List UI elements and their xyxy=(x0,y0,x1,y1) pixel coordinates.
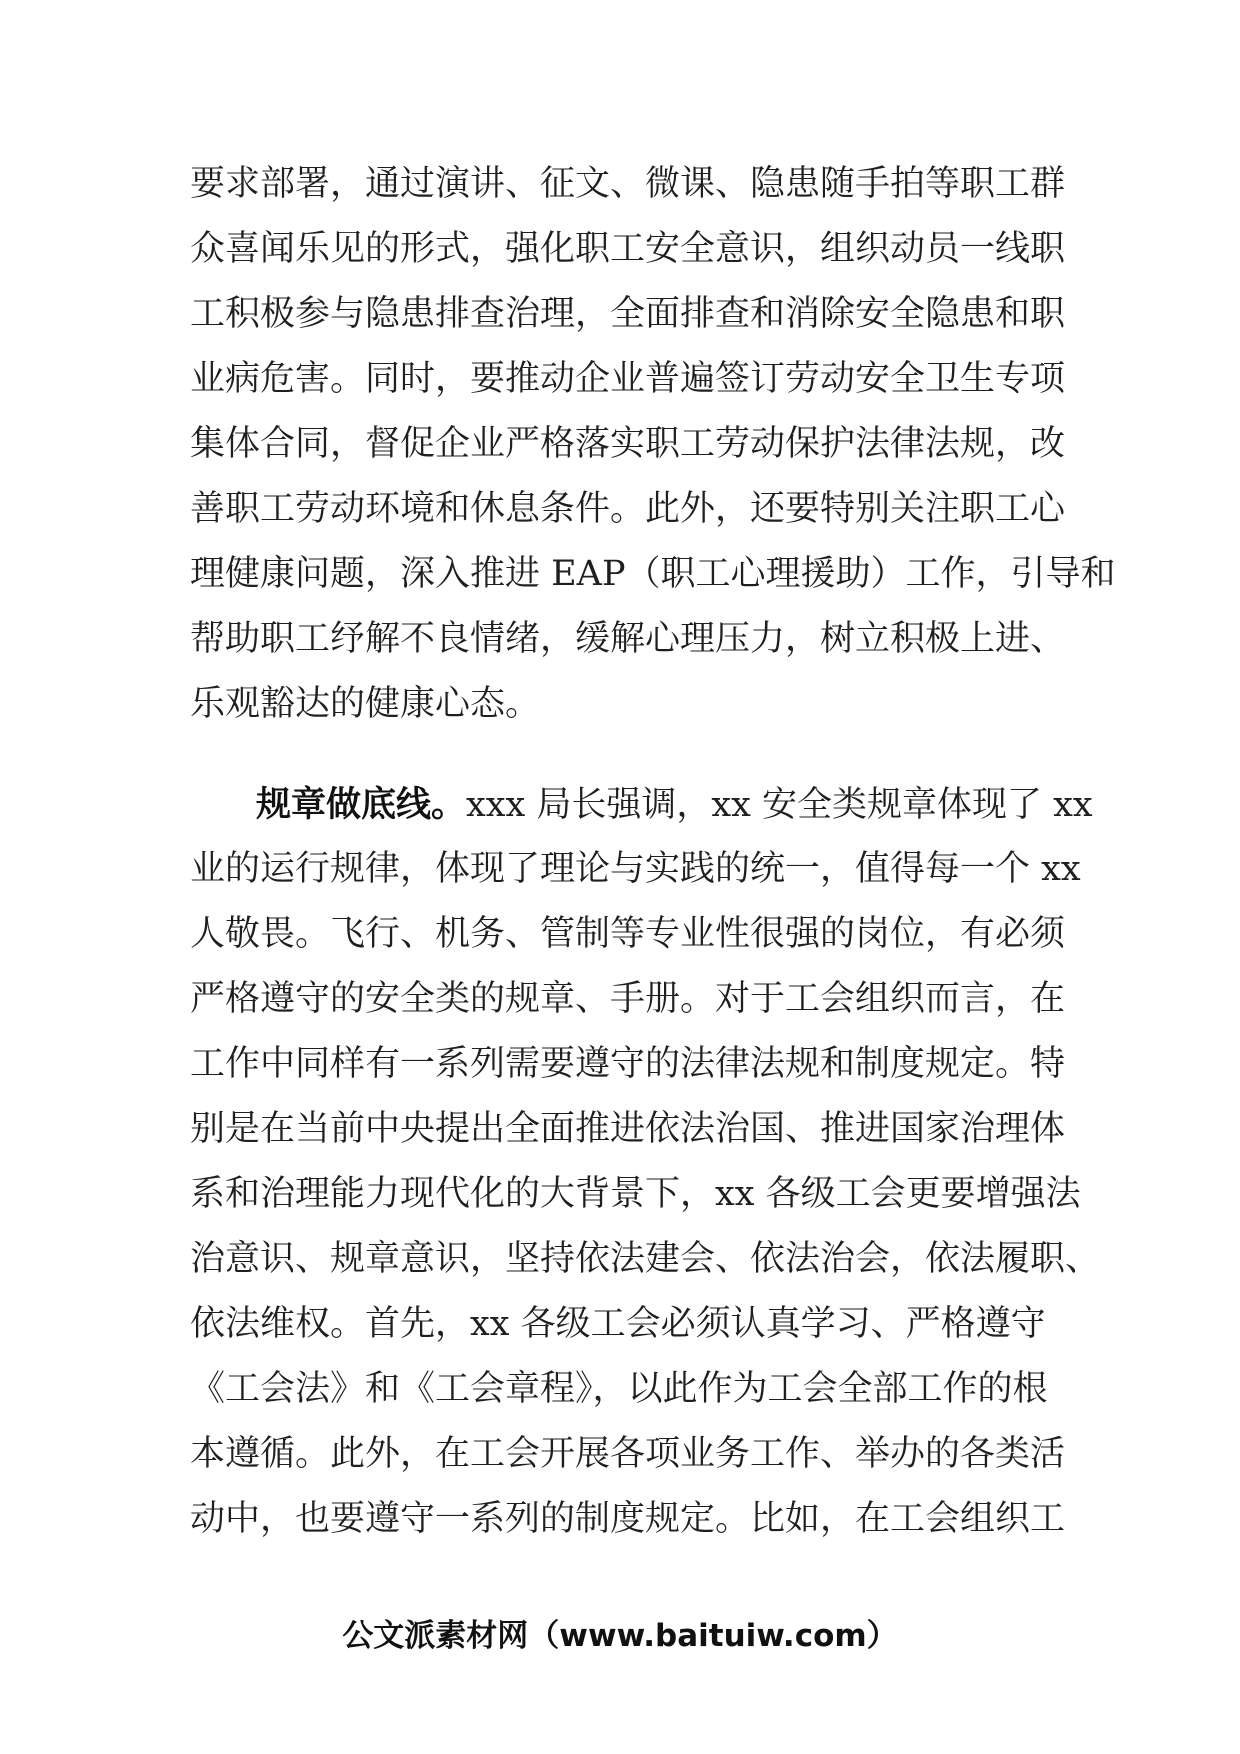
paragraph-2-line: 业的运行规律，体现了理论与实践的统一，值得每一个 xx xyxy=(190,849,1081,889)
paragraph-2-line: 治意识、规章意识，坚持依法建会、依法治会，依法履职、 xyxy=(190,1239,1101,1279)
paragraph-2-line: 动中，也要遵守一系列的制度规定。比如，在工会组织工 xyxy=(190,1499,1066,1539)
paragraph-1-line: 乐观豁达的健康心态。 xyxy=(190,684,541,724)
paragraph-2-heading: 规章做底线。 xyxy=(256,784,467,825)
paragraph-1-line: 工积极参与隐患排查治理，全面排查和消除安全隐患和职 xyxy=(190,294,1066,334)
paragraph-1-line: 集体合同，督促企业严格落实职工劳动保护法律法规，改 xyxy=(190,424,1066,464)
paragraph-1-line: 业病危害。同时，要推动企业普遍签订劳动安全卫生专项 xyxy=(190,359,1066,399)
page-footer: 公文派素材网（www.baituiw.com） xyxy=(342,1618,898,1654)
paragraph-1 xyxy=(190,152,1116,737)
paragraph-2-line: 人敬畏。飞行、机务、管制等专业性很强的岗位，有必须 xyxy=(190,914,1066,954)
paragraph-2-line: 本遵循。此外，在工会开展各项业务工作、举办的各类活 xyxy=(190,1434,1066,1474)
paragraph-2-first-line-text: xxx 局长强调，xx 安全类规章体现了 xx xyxy=(466,785,1093,825)
paragraph-2-line: 《工会法》和《工会章程》，以此作为工会全部工作的根 xyxy=(190,1369,1048,1409)
paragraph-2-line: 系和治理能力现代化的大背景下，xx 各级工会更要增强法 xyxy=(190,1174,1081,1214)
paragraph-2-line: 工作中同样有一系列需要遵守的法律法规和制度规定。特 xyxy=(190,1044,1066,1084)
paragraph-2-line: 依法维权。首先，xx 各级工会必须认真学习、严格遵守 xyxy=(190,1304,1046,1344)
paragraph-2-line: 严格遵守的安全类的规章、手册。对于工会组织而言，在 xyxy=(190,979,1066,1019)
paragraph-1-line: 帮助职工纾解不良情绪，缓解心理压力，树立积极上进、 xyxy=(190,619,1066,659)
paragraph-2-first-line xyxy=(190,772,1093,837)
paragraph-1-line: 要求部署，通过演讲、征文、微课、隐患随手拍等职工群 xyxy=(190,164,1066,204)
paragraph-1-line: 理健康问题，深入推进 EAP（职工心理援助）工作，引导和 xyxy=(190,554,1116,594)
paragraph-2 xyxy=(190,772,1101,1552)
paragraph-2-line: 别是在当前中央提出全面推进依法治国、推进国家治理体 xyxy=(190,1109,1066,1149)
paragraph-1-line: 善职工劳动环境和休息条件。此外，还要特别关注职工心 xyxy=(190,489,1066,529)
paragraph-1-line: 众喜闻乐见的形式，强化职工安全意识，组织动员一线职 xyxy=(190,229,1066,269)
